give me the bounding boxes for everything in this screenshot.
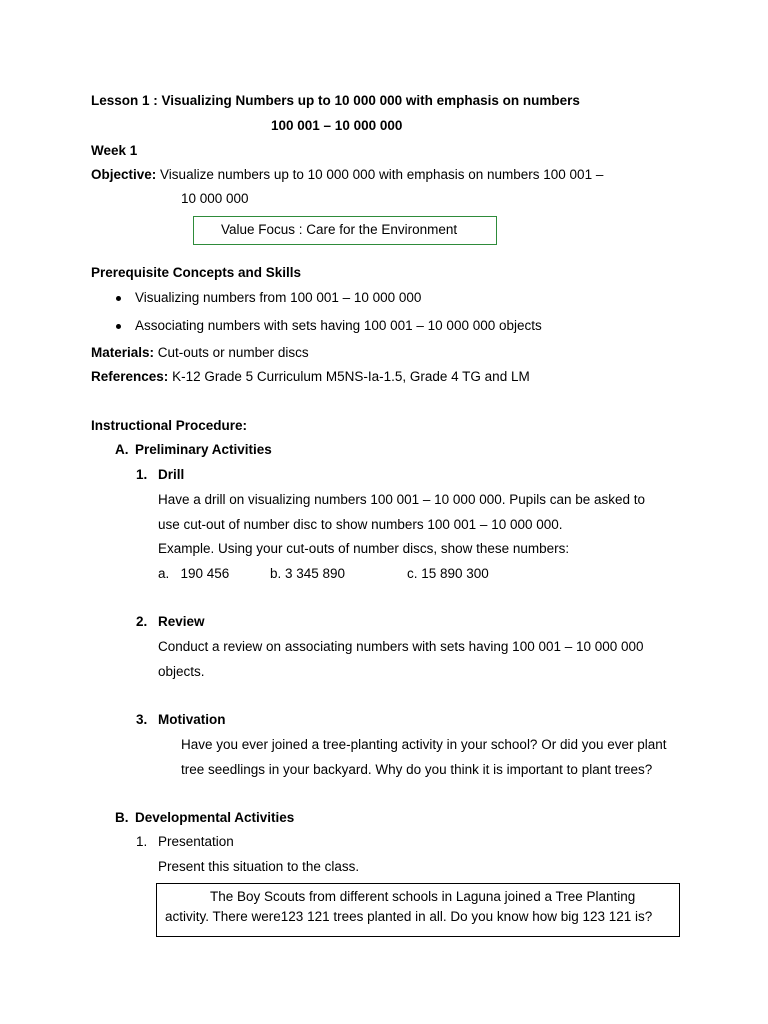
drill-line-2: use cut-out of number disc to show numbers 100 001 – 10 000 000. (158, 517, 563, 532)
situation-line-1: The Boy Scouts from different schools in Laguna joined a Tree Planting (210, 889, 636, 904)
drill-example-b: b. 3 345 890 (270, 566, 346, 581)
drill-number: 1. (136, 467, 148, 482)
prerequisite-item-1: Visualizing numbers from 100 001 – 10 000 000 (135, 290, 422, 305)
situation-line-2: activity. There were123 121 trees planted in all. Do you know how big 123 121 is? (165, 909, 653, 924)
lesson-title-range: 100 001 – 10 000 000 (271, 118, 403, 133)
drill-title: Drill (158, 467, 185, 482)
section-a-marker: A. (115, 442, 129, 457)
drill-line-1: Have a drill on visualizing numbers 100 001 – 10 000 000. Pupils can be asked to (158, 492, 646, 507)
drill-line-3: Example. Using your cut-outs of number discs, show these numbers: (158, 541, 570, 556)
section-a-title: Preliminary Activities (135, 442, 272, 457)
prerequisite-item-2: Associating numbers with sets having 100 001 – 10 000 000 objects (135, 318, 542, 333)
review-line-2: objects. (158, 664, 205, 679)
review-number: 2. (136, 614, 148, 629)
objective-text: Visualize numbers up to 10 000 000 with emphasis on numbers 100 001 – (160, 167, 604, 182)
materials (91, 345, 309, 361)
objective (91, 167, 603, 183)
references-label: References: (91, 369, 169, 384)
presentation-title: Presentation (158, 834, 234, 849)
review-title: Review (158, 614, 205, 629)
motivation-number: 3. (136, 712, 148, 727)
materials-label: Materials: (91, 345, 155, 360)
drill-example-c: c. 15 890 300 (407, 566, 489, 581)
objective-label: Objective: (91, 167, 157, 182)
motivation-title: Motivation (158, 712, 226, 727)
materials-text: Cut-outs or number discs (157, 345, 309, 360)
procedure-heading: Instructional Procedure: (91, 418, 248, 433)
week-label: Week 1 (91, 143, 138, 158)
prerequisite-heading: Prerequisite Concepts and Skills (91, 265, 302, 280)
value-focus-text: Value Focus : Care for the Environment (221, 222, 458, 237)
presentation-line-1: Present this situation to the class. (158, 859, 360, 874)
section-b-title: Developmental Activities (135, 810, 295, 825)
motivation-line-2: tree seedlings in your backyard. Why do you think it is important to plant trees? (181, 762, 653, 777)
bullet-icon (116, 324, 121, 329)
references-text: K-12 Grade 5 Curriculum M5NS-Ia-1.5, Grade 4 TG and LM (172, 369, 530, 384)
lesson-title: Lesson 1 : Visualizing Numbers up to 10 000 000 with emphasis on numbers (91, 93, 580, 108)
references (91, 369, 530, 385)
section-b-marker: B. (115, 810, 129, 825)
drill-example-a: a. 190 456 (158, 566, 230, 581)
bullet-icon (116, 296, 121, 301)
presentation-number: 1. (136, 834, 148, 849)
review-line-1: Conduct a review on associating numbers with sets having 100 001 – 10 000 000 (158, 639, 644, 654)
motivation-line-1: Have you ever joined a tree-planting activity in your school? Or did you ever plant (181, 737, 667, 752)
objective-text-cont: 10 000 000 (181, 191, 249, 206)
